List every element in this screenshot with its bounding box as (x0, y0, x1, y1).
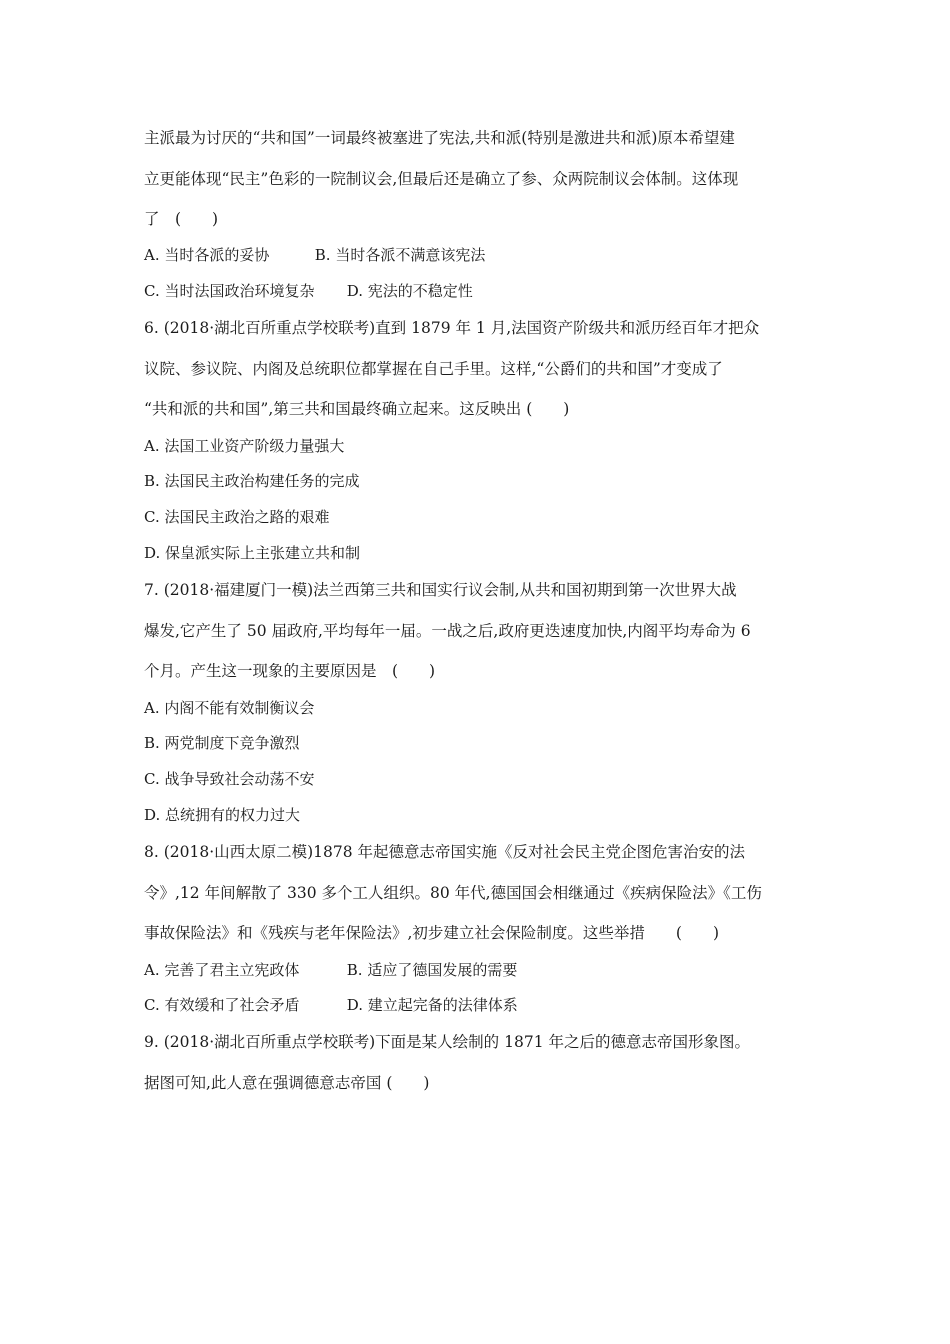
q7-option-c[interactable]: C. 战争导致社会动荡不安 (144, 770, 315, 788)
q7-option-b[interactable]: B. 两党制度下竞争激烈 (144, 734, 300, 752)
q6-option-b[interactable]: B. 法国民主政治构建任务的完成 (144, 472, 360, 490)
q8-options-ab (144, 960, 814, 980)
q5-options-cd (144, 281, 814, 301)
q9-line-1: 9. (2018·湖北百所重点学校联考)下面是某人绘制的 1871 年之后的德意志帝国形象图。 (144, 1033, 750, 1051)
q8-option-d[interactable]: D. 建立起完备的法律体系 (346, 996, 518, 1014)
q5-option-d[interactable]: D. 宪法的不稳定性 (346, 282, 473, 300)
q7-line-1: 7. (2018·福建厦门一模)法兰西第三共和国实行议会制,从共和国初期到第一次世界大战 (144, 581, 737, 599)
q7-option-a[interactable]: A. 内阁不能有效制衡议会 (144, 699, 315, 717)
q7-line-2: 爆发,它产生了 50 届政府,平均每年一届。一战之后,政府更迭速度加快,内阁平均寿命为 6 (144, 622, 751, 640)
q6-line-2: 议院、参议院、内阁及总统职位都掌握在自己手里。这样,“公爵们的共和国”才变成了 (144, 360, 723, 378)
q5-options-ab (144, 245, 814, 265)
q6-option-c[interactable]: C. 法国民主政治之路的艰难 (144, 508, 330, 526)
q9-line-2: 据图可知,此人意在强调德意志帝国 ( ) (144, 1074, 430, 1092)
q5-option-a[interactable]: A. 当时各派的妥协 (144, 246, 270, 264)
q5-line-1: 主派最为讨厌的“共和国”一词最终被塞进了宪法,共和派(特别是激进共和派)原本希望建 (144, 129, 735, 147)
q8-option-c[interactable]: C. 有效缓和了社会矛盾 (144, 996, 300, 1014)
q8-line-3: 事故保险法》和《残疾与老年保险法》,初步建立社会保险制度。这些举措 ( ) (144, 924, 720, 942)
q5-option-b[interactable]: B. 当时各派不满意该宪法 (314, 246, 486, 264)
q5-line-2: 立更能体现“民主”色彩的一院制议会,但最后还是确立了参、众两院制议会体制。这体现 (144, 170, 739, 188)
q6-option-d[interactable]: D. 保皇派实际上主张建立共和制 (144, 544, 361, 562)
q6-option-a[interactable]: A. 法国工业资产阶级力量强大 (144, 437, 345, 455)
q8-line-2: 令》,12 年间解散了 330 多个工人组织。80 年代,德国国会相继通过《疾病保险法》《工伤 (144, 884, 762, 902)
q8-option-b[interactable]: B. 适应了德国发展的需要 (346, 961, 518, 979)
q8-options-cd (144, 995, 814, 1015)
q7-option-d[interactable]: D. 总统拥有的权力过大 (144, 806, 301, 824)
q5-option-c[interactable]: C. 当时法国政治环境复杂 (144, 282, 315, 300)
q5-line-3: 了 ( ) (144, 210, 219, 228)
q8-line-1: 8. (2018·山西太原二模)1878 年起德意志帝国实施《反对社会民主党企图危害治安的法 (144, 843, 746, 861)
q8-option-a[interactable]: A. 完善了君主立宪政体 (144, 961, 300, 979)
q6-line-3: “共和派的共和国”,第三共和国最终确立起来。这反映出 ( ) (144, 400, 570, 418)
q6-line-1: 6. (2018·湖北百所重点学校联考)直到 1879 年 1 月,法国资产阶级共和派历经百年才把众 (144, 319, 760, 337)
q7-line-3: 个月。产生这一现象的主要原因是 ( ) (144, 662, 436, 680)
